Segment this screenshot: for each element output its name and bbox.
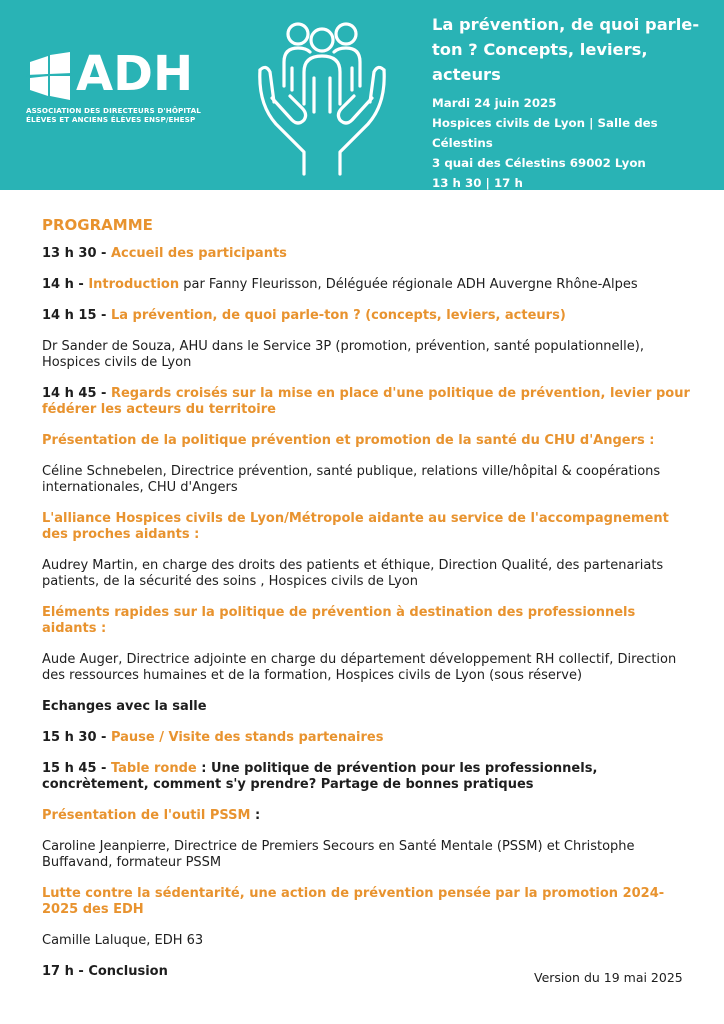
item-time: 14 h - <box>42 277 89 292</box>
speaker-text: Aude Auger, Directrice adjointe en charge du département développement RH collectif, Direction des ressources humaines et de la formation, Hospices civils de Lyon (sous réserve) <box>42 652 677 683</box>
item-title: Pause / Visite des stands partenaires <box>110 730 384 745</box>
item-time: 13 h 30 - <box>42 246 111 261</box>
conclusion-item: 17 h - Conclusion <box>42 964 168 979</box>
header-band <box>0 0 724 190</box>
programme-item <box>42 277 692 293</box>
item-time: 15 h 30 - <box>42 730 111 745</box>
item-speaker: par Fanny Fleurisson, Déléguée régionale ADH Auvergne Rhône-Alpes <box>179 277 638 292</box>
item-title: Introduction <box>88 277 180 292</box>
sub-session-title: Lutte contre la sédentarité, une action de prévention pensée par la promotion 2024-2025 des EDH <box>42 886 665 917</box>
programme-title: PROGRAMME <box>42 216 153 234</box>
speaker-text: Camille Laluque, EDH 63 <box>42 933 204 948</box>
sub-session-title <box>42 808 692 824</box>
sub-session-label: Présentation de l'outil PSSM <box>42 808 251 823</box>
programme-item <box>42 730 692 746</box>
logo-text: ADH <box>76 46 194 102</box>
item-title: Regards croisés sur la mise en place d'une politique de prévention, levier pour fédérer les acteurs du territoire <box>42 386 690 417</box>
programme-item <box>42 308 692 324</box>
version-note: Version du 19 mai 2025 <box>534 970 683 985</box>
speaker-text: Caroline Jeanpierre, Directrice de Premiers Secours en Santé Mentale (PSSM) et Christophe Buffavand, formateur PSSM <box>42 839 635 870</box>
event-info <box>432 12 718 193</box>
logo-subtitle-line-1: ASSOCIATION DES DIRECTEURS D'HÔPITAL <box>26 106 201 115</box>
sub-session-colon: : <box>250 808 261 823</box>
programme <box>42 214 692 995</box>
logo-subtitle <box>26 106 226 124</box>
sub-session-title: Présentation de la politique prévention et promotion de la santé du CHU d'Angers : <box>42 433 655 448</box>
programme-item <box>42 386 692 418</box>
discussion-item: Echanges avec la salle <box>42 699 207 714</box>
speaker-text: Dr Sander de Souza, AHU dans le Service 3P (promotion, prévention, santé populationnelle), Hospices civils de Lyon <box>42 339 644 370</box>
event-date: Mardi 24 juin 2025 <box>432 96 557 110</box>
adh-logo <box>26 48 216 132</box>
people-in-hands-icon <box>254 12 390 182</box>
item-time: 14 h 15 - <box>42 308 111 323</box>
item-title: La prévention, de quoi parle-ton ? (concepts, leviers, acteurs) <box>110 308 566 323</box>
item-description: : Une politique de prévention pour les professionnels, concrètement, comment s'y prendre? Partage de bonnes pratiques <box>42 761 598 792</box>
event-details <box>432 93 718 193</box>
programme-item <box>42 246 692 262</box>
adh-logo-icon <box>26 52 72 102</box>
event-time: 13 h 30 | 17 h <box>432 176 523 190</box>
sub-session-title: L'alliance Hospices civils de Lyon/Métropole aidante au service de l'accompagnement des proches aidants : <box>42 511 669 542</box>
event-title: La prévention, de quoi parle-ton ? Concepts, leviers, acteurs <box>432 15 700 84</box>
item-time: 14 h 45 - <box>42 386 111 401</box>
event-address: 3 quai des Célestins 69002 Lyon <box>432 156 646 170</box>
sub-session-title: Eléments rapides sur la politique de prévention à destination des professionnels aidants : <box>42 605 636 636</box>
speaker-text: Céline Schnebelen, Directrice prévention, santé publique, relations ville/hôpital & coopérations internationales, CHU d'Angers <box>42 464 661 495</box>
item-title: Accueil des participants <box>110 246 287 261</box>
programme-item <box>42 761 692 793</box>
logo-subtitle-line-2: ÉLÈVES ET ANCIENS ÉLÈVES ENSP/EHESP <box>26 115 196 124</box>
item-time: 15 h 45 - <box>42 761 111 776</box>
speaker-text: Audrey Martin, en charge des droits des patients et éthique, Direction Qualité, des partenariats patients, de la sécurité des soins , Hospices civils de Lyon <box>42 558 664 589</box>
item-title: Table ronde <box>110 761 197 776</box>
event-venue: Hospices civils de Lyon | Salle des Célestins <box>432 116 658 150</box>
